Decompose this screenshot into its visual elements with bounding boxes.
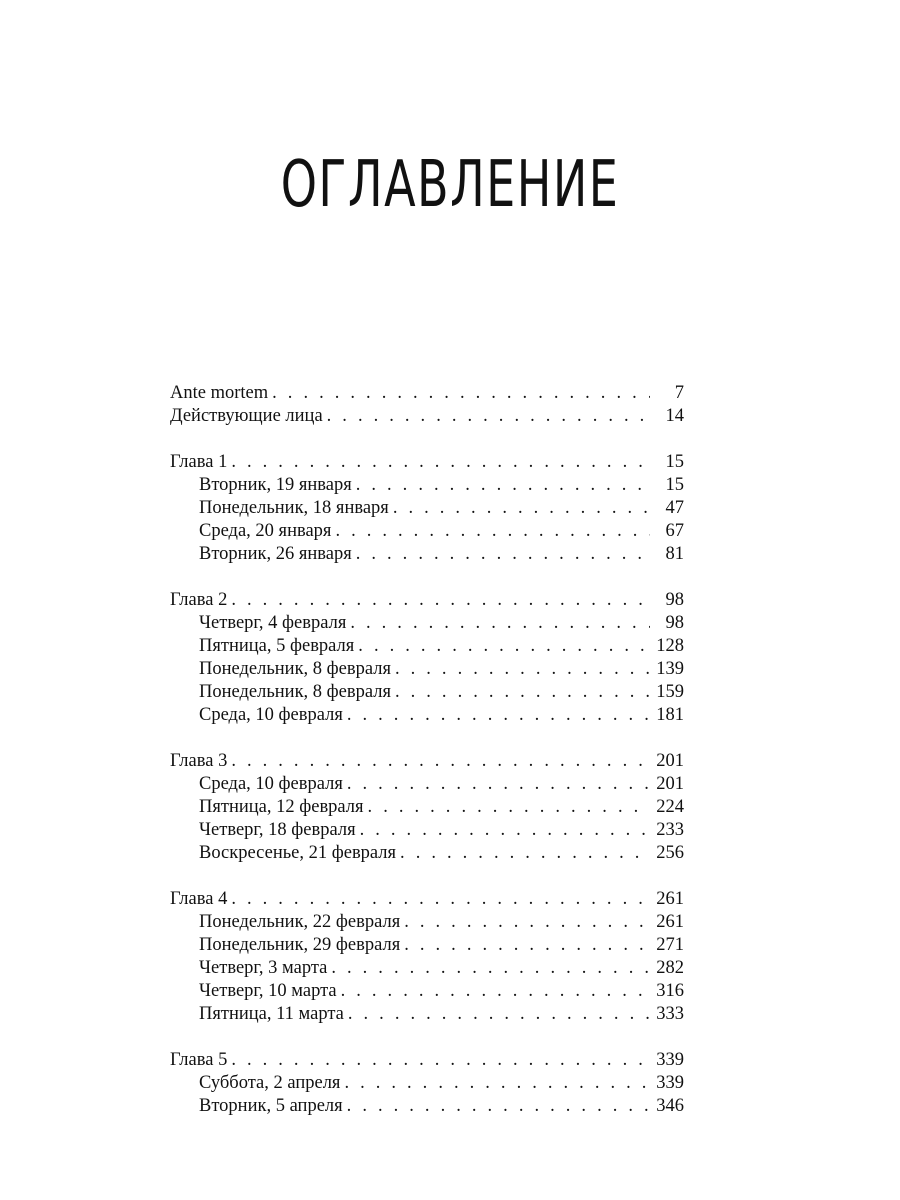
toc-entry-page: 67 xyxy=(665,521,684,541)
toc-entry-page: 233 xyxy=(656,820,684,840)
dot-leader xyxy=(358,635,650,658)
toc-entry-page: 201 xyxy=(656,751,684,771)
toc-section-entry[interactable] xyxy=(170,934,684,957)
toc-entry-label: Глава 3 xyxy=(170,751,228,771)
dot-leader xyxy=(404,934,650,957)
dot-leader xyxy=(231,750,650,773)
toc-section-entry[interactable] xyxy=(170,658,684,681)
toc-entry-page: 159 xyxy=(656,682,684,702)
dot-leader xyxy=(368,796,650,819)
toc-entry-page: 128 xyxy=(656,636,684,656)
dot-leader xyxy=(331,957,650,980)
toc-entry-page: 261 xyxy=(656,912,684,932)
chapter-group-3 xyxy=(170,750,684,865)
toc-entry-page: 346 xyxy=(656,1096,684,1116)
toc-chapter-entry[interactable] xyxy=(170,1049,684,1072)
dot-leader xyxy=(400,842,650,865)
toc-entry-page: 47 xyxy=(665,498,684,518)
toc-chapter-entry[interactable] xyxy=(170,589,684,612)
toc-entry-page: 224 xyxy=(656,797,684,817)
toc-entry-page: 81 xyxy=(665,544,684,564)
dot-leader xyxy=(272,382,650,405)
toc-section-entry[interactable] xyxy=(170,819,684,842)
dot-leader xyxy=(395,658,650,681)
toc-entry-page: 339 xyxy=(656,1073,684,1093)
toc-entry-page: 181 xyxy=(656,705,684,725)
toc-entry-page: 7 xyxy=(674,383,684,403)
dot-leader xyxy=(231,451,650,474)
dot-leader xyxy=(395,681,650,704)
toc-section-entry[interactable] xyxy=(170,911,684,934)
toc-entry-label: Понедельник, 29 февраля xyxy=(199,935,401,955)
dot-leader xyxy=(335,520,650,543)
toc-entry-label: Вторник, 26 января xyxy=(199,544,352,564)
toc-entry-label: Суббота, 2 апреля xyxy=(199,1073,341,1093)
chapter-group-1 xyxy=(170,451,684,566)
toc-entry-label: Глава 1 xyxy=(170,452,228,472)
dot-leader xyxy=(393,497,650,520)
toc-entry-label: Глава 5 xyxy=(170,1050,228,1070)
dot-leader xyxy=(347,773,650,796)
toc-entry-label: Ante mortem xyxy=(170,383,269,403)
toc-section-entry[interactable] xyxy=(170,773,684,796)
toc-entry-page: 282 xyxy=(656,958,684,978)
dot-leader xyxy=(344,1072,650,1095)
dot-leader xyxy=(356,474,650,497)
toc-entry-label: Воскресенье, 21 февраля xyxy=(199,843,397,863)
toc-entry-page: 15 xyxy=(665,475,684,495)
dot-leader xyxy=(347,704,650,727)
dot-leader xyxy=(327,405,650,428)
toc-entry-label: Понедельник, 18 января xyxy=(199,498,389,518)
dot-leader xyxy=(348,1003,650,1026)
toc-entry-label: Пятница, 11 марта xyxy=(199,1004,344,1024)
toc-section-entry[interactable] xyxy=(170,474,684,497)
chapter-group-4 xyxy=(170,888,684,1026)
page-title: ОГЛАВЛЕНИЕ xyxy=(280,148,620,222)
toc-chapter-entry[interactable] xyxy=(170,750,684,773)
dot-leader xyxy=(347,1095,650,1118)
toc-entry-label: Вторник, 5 апреля xyxy=(199,1096,343,1116)
toc-entry-label: Понедельник, 8 февраля xyxy=(199,682,391,702)
toc-entry-label: Глава 4 xyxy=(170,889,228,909)
toc-section-entry[interactable] xyxy=(170,1003,684,1026)
toc-entry-label: Вторник, 19 января xyxy=(199,475,352,495)
toc-chapter-entry[interactable] xyxy=(170,888,684,911)
dot-leader xyxy=(356,543,650,566)
toc-section-entry[interactable] xyxy=(170,497,684,520)
dot-leader xyxy=(350,612,650,635)
toc-section-entry[interactable] xyxy=(170,842,684,865)
dot-leader xyxy=(341,980,650,1003)
toc-entry-page: 339 xyxy=(656,1050,684,1070)
toc-entry-page: 15 xyxy=(665,452,684,472)
toc-entry-label: Среда, 10 февраля xyxy=(199,774,343,794)
toc-entry-page: 261 xyxy=(656,889,684,909)
toc-section-entry[interactable] xyxy=(170,635,684,658)
toc-entry-page: 333 xyxy=(656,1004,684,1024)
toc-entry-characters[interactable] xyxy=(170,405,684,428)
toc-entry-label: Понедельник, 22 февраля xyxy=(199,912,401,932)
toc-entry-page: 14 xyxy=(665,406,684,426)
toc-section-entry[interactable] xyxy=(170,704,684,727)
toc-entry-page: 316 xyxy=(656,981,684,1001)
toc-section-entry[interactable] xyxy=(170,1095,684,1118)
toc-section-entry[interactable] xyxy=(170,796,684,819)
toc-entry-label: Четверг, 4 февраля xyxy=(199,613,347,633)
dot-leader xyxy=(360,819,650,842)
front-matter-group xyxy=(170,382,684,428)
table-of-contents xyxy=(170,382,684,1141)
toc-section-entry[interactable] xyxy=(170,957,684,980)
toc-entry-page: 201 xyxy=(656,774,684,794)
toc-entry-page: 98 xyxy=(665,590,684,610)
toc-section-entry[interactable] xyxy=(170,520,684,543)
toc-entry-label: Действующие лица xyxy=(170,406,323,426)
toc-entry-label: Глава 2 xyxy=(170,590,228,610)
toc-entry-page: 271 xyxy=(656,935,684,955)
toc-entry-label: Среда, 20 января xyxy=(199,521,332,541)
chapter-group-5 xyxy=(170,1049,684,1118)
dot-leader xyxy=(231,1049,650,1072)
toc-entry-label: Среда, 10 февраля xyxy=(199,705,343,725)
toc-entry-page: 139 xyxy=(656,659,684,679)
toc-section-entry[interactable] xyxy=(170,1072,684,1095)
toc-entry-label: Пятница, 12 февраля xyxy=(199,797,364,817)
toc-section-entry[interactable] xyxy=(170,681,684,704)
toc-entry-label: Четверг, 18 февраля xyxy=(199,820,356,840)
toc-entry-label: Понедельник, 8 февраля xyxy=(199,659,391,679)
dot-leader xyxy=(231,589,650,612)
chapter-group-2 xyxy=(170,589,684,727)
toc-entry-label: Пятница, 5 февраля xyxy=(199,636,355,656)
dot-leader xyxy=(231,888,650,911)
dot-leader xyxy=(404,911,650,934)
toc-section-entry[interactable] xyxy=(170,980,684,1003)
toc-entry-page: 98 xyxy=(665,613,684,633)
toc-section-entry[interactable] xyxy=(170,543,684,566)
toc-section-entry[interactable] xyxy=(170,612,684,635)
toc-entry-ante-mortem[interactable] xyxy=(170,382,684,405)
toc-chapter-entry[interactable] xyxy=(170,451,684,474)
toc-entry-label: Четверг, 3 марта xyxy=(199,958,328,978)
toc-entry-label: Четверг, 10 марта xyxy=(199,981,337,1001)
toc-entry-page: 256 xyxy=(656,843,684,863)
